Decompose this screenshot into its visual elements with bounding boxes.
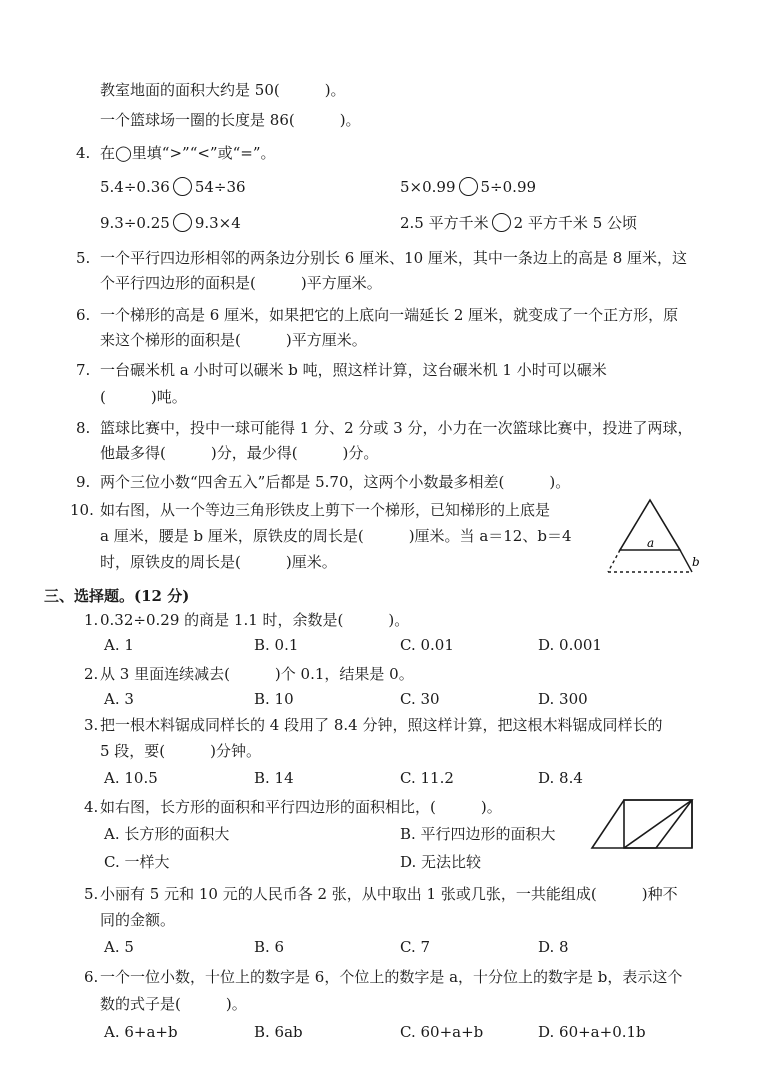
question-number: 7.: [76, 361, 91, 379]
option-d[interactable]: D. 60+a+0.1b: [538, 1023, 646, 1041]
option-c[interactable]: C. 一样大: [104, 853, 170, 871]
choice-5-line2: 同的金额。: [100, 911, 176, 929]
option-b[interactable]: B. 6ab: [254, 1023, 303, 1041]
option-b[interactable]: B. 14: [254, 769, 294, 787]
choice-3-line1: 把一根木料锯成同样长的 4 段用了 8.4 分钟，照这样计算，把这根木料锯成同样长的: [100, 716, 663, 734]
question-8-line2: 他最多得( )分，最少得( )分。: [100, 444, 379, 462]
question-8-line1: 篮球比赛中，投中一球可能得 1 分、2 分或 3 分，小力在一次篮球比赛中，投进了两球，: [100, 419, 693, 437]
option-a[interactable]: A. 5: [104, 938, 134, 956]
option-c[interactable]: C. 60+a+b: [400, 1023, 484, 1041]
question-number: 6.: [76, 306, 91, 324]
compare-right: 2 平方千米 5 公顷: [513, 214, 638, 232]
option-d[interactable]: D. 8: [538, 938, 569, 956]
diagonal: [624, 800, 692, 848]
compare-left: 5×0.99: [400, 178, 456, 196]
question-7-line1: 一台碾米机 a 小时可以碾米 b 吨，照这样计算，这台碾米机 1 小时可以碾米: [100, 361, 607, 379]
question-5-line2: 个平行四边形的面积是( )平方厘米。: [100, 274, 382, 292]
compare-circle[interactable]: [173, 177, 192, 196]
label-a: a: [647, 536, 655, 550]
choice-1-text: 0.32÷0.29 的商是 1.1 时，余数是( )。: [100, 611, 410, 629]
choice-6-line1: 一个一位小数，十位上的数字是 6，个位上的数字是 a，十分位上的数字是 b，表示这个: [100, 968, 683, 986]
question-number: 1.: [84, 611, 99, 629]
choice-6-line2: 数的式子是( )。: [100, 995, 247, 1013]
question-7-line2: ( )吨。: [100, 388, 187, 406]
question-number: 8.: [76, 419, 91, 437]
compare-right: 5÷0.99: [480, 178, 537, 196]
option-c[interactable]: C. 11.2: [400, 769, 454, 787]
triangle-figure: [600, 492, 710, 582]
option-b[interactable]: B. 6: [254, 938, 285, 956]
fill-line-classroom: 教室地面的面积大约是 50( )。: [100, 81, 346, 99]
section-title: 三、选择题。(12 分): [44, 587, 190, 605]
question-5-line1: 一个平行四边形相邻的两条边分别长 6 厘米、10 厘米，其中一条边上的高是 8 厘米，这: [100, 249, 688, 267]
compare-right: 54÷36: [194, 178, 246, 196]
question-number: 4.: [84, 798, 99, 816]
option-c[interactable]: C. 7: [400, 938, 431, 956]
parallelogram: [592, 800, 692, 848]
option-b[interactable]: B. 平行四边形的面积大: [400, 825, 556, 843]
option-b[interactable]: B. 10: [254, 690, 294, 708]
question-10-line1: 如右图，从一个等边三角形铁皮上剪下一个梯形，已知梯形的上底是: [100, 501, 551, 519]
question-number: 5.: [84, 885, 99, 903]
question-9-text: 两个三位小数“四舍五入”后都是 5.70，这两个小数最多相差( )。: [100, 473, 571, 491]
option-d[interactable]: D. 0.001: [538, 636, 602, 654]
option-d[interactable]: D. 无法比较: [400, 853, 482, 871]
option-d[interactable]: D. 300: [538, 690, 588, 708]
option-a[interactable]: A. 10.5: [104, 769, 158, 787]
compare-item: [100, 213, 241, 233]
compare-left: 2.5 平方千米: [400, 214, 489, 232]
option-a[interactable]: A. 长方形的面积大: [104, 825, 230, 843]
label-b: b: [692, 555, 700, 569]
trapezoid-leg-left: [608, 550, 620, 572]
option-c[interactable]: C. 0.01: [400, 636, 454, 654]
choice-5-line1: 小丽有 5 元和 10 元的人民币各 2 张，从中取出 1 张或几张，一共能组成( )种不: [100, 885, 678, 903]
compare-item: [100, 177, 246, 197]
compare-circle[interactable]: [492, 213, 511, 232]
question-number: 9.: [76, 473, 91, 491]
compare-circle[interactable]: [173, 213, 192, 232]
option-a[interactable]: A. 3: [104, 690, 134, 708]
question-10-line3: 时，原铁皮的周长是( )厘米。: [100, 553, 337, 571]
fill-line-basketball: 一个篮球场一圈的长度是 86( )。: [100, 111, 361, 129]
question-10-line2: a 厘米，腰是 b 厘米，原铁皮的周长是( )厘米。当 a＝12、b＝4: [100, 527, 572, 545]
rectangle-parallelogram-figure: [588, 792, 718, 858]
compare-right: 9.3×4: [194, 214, 241, 232]
compare-left: 5.4÷0.36: [100, 178, 170, 196]
choice-3-line2: 5 段，要( )分钟。: [100, 742, 262, 760]
question-number: 10.: [70, 501, 94, 519]
question-6-line1: 一个梯形的高是 6 厘米，如果把它的上底向一端延长 2 厘米，就变成了一个正方形，原: [100, 306, 679, 324]
question-number: 2.: [84, 665, 99, 683]
option-a[interactable]: A. 1: [104, 636, 134, 654]
choice-4-text: 如右图，长方形的面积和平行四边形的面积相比，( )。: [100, 798, 502, 816]
question-4-text: 在◯里填“>”“<”或“=”。: [100, 144, 276, 162]
compare-circle[interactable]: [459, 177, 478, 196]
compare-item: [400, 213, 637, 233]
question-number: 3.: [84, 716, 99, 734]
compare-item: [400, 177, 536, 197]
option-d[interactable]: D. 8.4: [538, 769, 583, 787]
question-number: 5.: [76, 249, 91, 267]
trapezoid-leg-right: [680, 550, 692, 572]
option-c[interactable]: C. 30: [400, 690, 440, 708]
option-a[interactable]: A. 6+a+b: [104, 1023, 178, 1041]
choice-2-text: 从 3 里面连续减去( )个 0.1，结果是 0。: [100, 665, 414, 683]
option-b[interactable]: B. 0.1: [254, 636, 299, 654]
question-number: 6.: [84, 968, 99, 986]
question-6-line2: 来这个梯形的面积是( )平方厘米。: [100, 331, 367, 349]
compare-left: 9.3÷0.25: [100, 214, 170, 232]
question-number: 4.: [76, 144, 91, 162]
